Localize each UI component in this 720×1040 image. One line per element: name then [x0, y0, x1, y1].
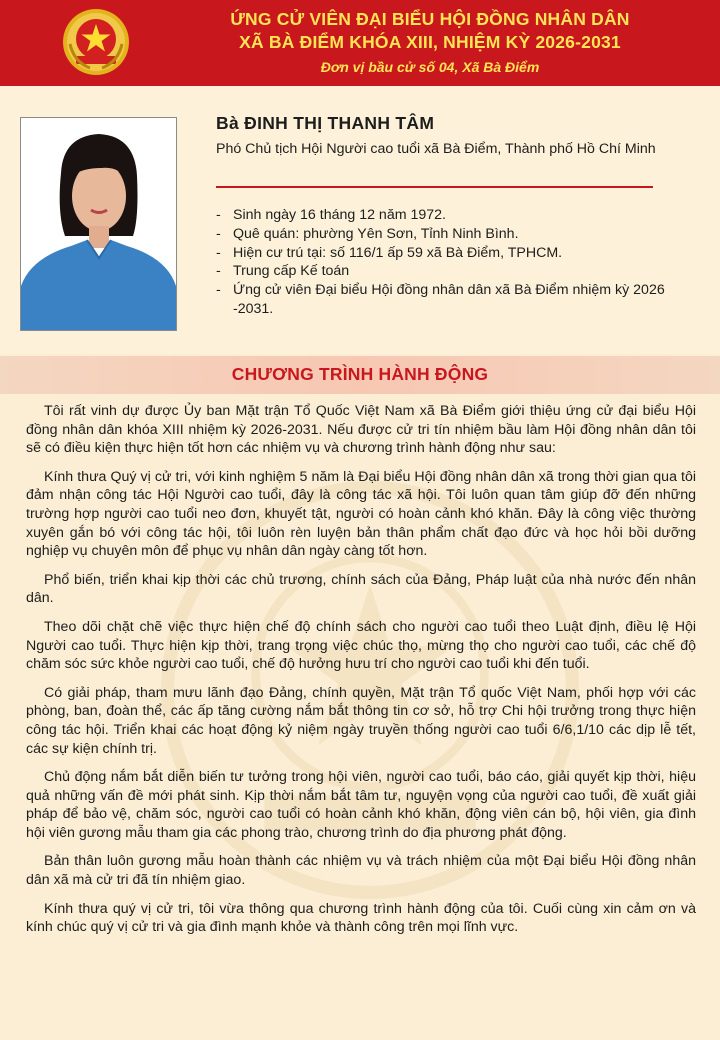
fact-candidacy: - Ứng cử viên Đại biểu Hội đồng nhân dân xã Bà Điểm nhiệm kỳ 2026 -2031.: [216, 281, 696, 319]
fact-birth-date: - Sinh ngày 16 tháng 12 năm 1972.: [216, 206, 696, 225]
section-title: CHƯƠNG TRÌNH HÀNH ĐỘNG: [231, 364, 489, 384]
national-emblem-icon: [60, 6, 132, 78]
candidate-name: Bà ĐINH THỊ THANH TÂM: [216, 113, 435, 133]
fact-hometown: - Quê quán: phường Yên Sơn, Tỉnh Ninh Bình.: [216, 225, 696, 244]
program-paragraph: Bản thân luôn gương mẫu hoàn thành các nhiệm vụ và trách nhiệm của một Đại biểu Hội đồng nhân dân xã mà cử tri đã tín nhiệm giao.: [26, 853, 696, 889]
header-banner: [0, 0, 720, 86]
program-paragraph: Kính thưa Quý vị cử tri, với kinh nghiệm 5 năm là Đại biểu Hội đồng nhân dân xã trong thời gian qua tôi đảm nhận công tác Hội Người cao tuổi, đây là công tác xã hội. Tôi luôn quan tâm giúp đỡ đến những trường hợp người cao tuổi neo đơn, khuyết tật, người có hoàn cảnh khó khăn. Đây là công việc thường xuyên gắn bó với công tác hội, tôi luôn rèn luyện bản thân phẩm chất đạo đức và học hỏi bồi dưỡng nghiệp vụ chuyên môn để phục vụ nhân dân ngày càng tốt hơn.: [26, 468, 696, 560]
electoral-unit: Đơn vị bầu cử số 04, Xã Bà Điểm: [320, 59, 540, 75]
header-title-line2: XÃ BÀ ĐIỂM KHÓA XIII, NHIỆM KỲ 2026-2031: [239, 32, 621, 52]
header-title-line1: ỨNG CỬ VIÊN ĐẠI BIỂU HỘI ĐỒNG NHÂN DÂN: [230, 9, 630, 29]
program-paragraph: Theo dõi chặt chẽ việc thực hiện chế độ chính sách cho người cao tuổi theo Luật định, điều lệ Hội Người cao tuổi. Thực hiện kịp thời, trang trọng việc chúc thọ, mừng thọ cho người cao tuổi, các chế độ chăm sóc sức khỏe người cao tuổi, chế độ hưởng hưu trí cho người cao tuổi khi đến tuổi.: [26, 618, 696, 673]
program-paragraph: Có giải pháp, tham mưu lãnh đạo Đảng, chính quyền, Mặt trận Tổ quốc Việt Nam, phối hợp với các phòng, ban, đoàn thể, các ấp tăng cường nắm bắt thông tin cơ sở, hỗ trợ Chi hội trưởng trong thực hiện công tác hội. Triển khai các hoạt động kỷ niệm ngày truyền thống người cao tuổi 6/6,1/10 các dịp lễ tết, các sự kiện chính trị.: [26, 684, 696, 757]
fact-residence: - Hiện cư trú tại: số 116/1 ấp 59 xã Bà Điểm, TPHCM.: [216, 244, 696, 263]
program-paragraph: Phổ biến, triển khai kịp thời các chủ trương, chính sách của Đảng, Pháp luật của nhà nước đến nhân dân.: [26, 571, 696, 607]
program-paragraph: Tôi rất vinh dự được Ủy ban Mặt trận Tổ Quốc Việt Nam xã Bà Điểm giới thiệu ứng cử đại biểu Hội đồng nhân dân khóa XIII nhiệm kỳ 2026-2031. Nếu được cử tri tín nhiệm bầu làm Hội đồng nhân dân tôi sẽ có điều kiện thực hiện tốt hơn các nhiệm vụ và chương trình hành động như sau:: [26, 403, 696, 457]
program-paragraph: Kính thưa quý vị cử tri, tôi vừa thông qua chương trình hành động của tôi. Cuối cùng xin cảm ơn và kính chúc quý vị cử tri và gia đình mạnh khỏe và thành công trên mọi lĩnh vực.: [26, 900, 696, 936]
candidate-facts: [216, 206, 696, 319]
divider: [216, 186, 653, 188]
action-program: [26, 402, 696, 947]
candidate-position: Phó Chủ tịch Hội Người cao tuổi xã Bà Điểm, Thành phố Hồ Chí Minh: [216, 141, 656, 157]
program-paragraph: Chủ động nắm bắt diễn biến tư tưởng trong hội viên, người cao tuổi, báo cáo, giải quyết kịp thời, hiệu quả những vấn đề mới phát sinh. Kịp thời nắm bắt tâm tư, nguyện vọng của người cao tuổi, đề xuất giải pháp để bảo vệ, chăm sóc, người cao tuổi có hoàn cảnh khó khăn, động viên cán bộ, hội viên, gia đình hội viên gương mẫu tham gia các phong trào, chương trình do địa phương phát động.: [26, 769, 696, 841]
candidate-photo: [20, 117, 177, 331]
fact-education: - Trung cấp Kế toán: [216, 262, 696, 281]
